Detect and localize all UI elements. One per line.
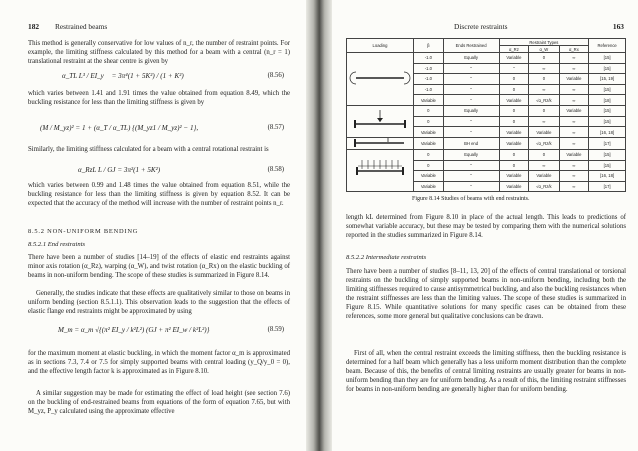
- right-running-head: [454, 22, 624, 31]
- table-row: Variable " Variable Variable ∞ [16, 18]: [347, 127, 626, 138]
- single-end-restrained-beam-diagram: [348, 138, 412, 148]
- left-page: [0, 0, 306, 451]
- left-para-1: This method is generally conservative for low values of n_r, the number of restraint points. For example, the limiting stiffness calculated by this method for a beam with a central (n_r = 1) translational restraint at the shear centre is given by: [28, 40, 290, 65]
- table-header-reference: Reference: [589, 39, 626, 53]
- left-para-5: There have been a number of studies [14–19] of the effects of elastic end restraints against minor axis rotation (α_Rz), warping (α_W), and twist rotation (α_Rx) on the elastic buckling of beams in non-uniform bending. The scope of these studies is summarized in Figure 8.14.: [28, 254, 290, 279]
- table-header-alpha-w: α_W: [529, 46, 559, 53]
- table-header-beta: β: [414, 39, 444, 53]
- table-row: Variable " Variable √α_Rz/k ∞ [17]: [347, 181, 626, 192]
- left-running-title: Restrained beams: [54, 22, 108, 31]
- loading-diagram-distributed-load: [347, 149, 414, 191]
- end-moment-beam-diagram: [348, 54, 412, 102]
- table-header-alpha-rx: α_Rx: [559, 46, 589, 53]
- loading-diagram-central-load: [347, 105, 414, 137]
- equation-8-56: α_TL L³ / EI_y = 3π⁴(1 + 5K²) / (1 + K²): [62, 72, 184, 80]
- table-row: 0 " 0 ∞ ∞ [15]: [347, 116, 626, 127]
- equation-8-58: α_RzL L / GJ = 3π²(1 + 5K²): [78, 166, 161, 174]
- table-row: 0 " 0 ∞ ∞ [15]: [347, 160, 626, 171]
- distributed-load-beam-diagram: [348, 150, 412, 190]
- right-page: [332, 0, 638, 451]
- table-header-loading: Loading: [347, 39, 414, 53]
- central-load-beam-diagram: [348, 106, 412, 136]
- equation-8-57: (M / M_yz)² = 1 + (α_T / α_TL) {(M_yz1 / M_yz)² − 1},: [40, 124, 199, 132]
- equation-number-8-57: (8.57): [267, 124, 284, 131]
- subsection-heading-8-5-2-1: 8.5.2.1 End restraints: [28, 241, 86, 248]
- left-running-head: [28, 22, 107, 31]
- subsection-heading-8-5-2-2: 8.5.2.2 Intermediate restraints: [346, 254, 427, 261]
- left-para-7: for the maximum moment at elastic buckling, in which the moment factor α_m is approximated as in sections 7.3, 7.4 or 7.5 for simply supported beams with central loading (y_Q/y_0 = 0), and the effective length factor k is approximated as in Figure 8.10.: [28, 350, 290, 375]
- right-para-1: length kL determined from Figure 8.10 in place of the actual length. This leads to predictions of somewhat variable accuracy, but these may be tested by comparing them with the numerical solutions reported in the studies summarized in Figure 8.14.: [346, 214, 626, 239]
- left-para-8: A similar suggestion may be made for estimating the effect of load height (see section 7.6) on the buckling of end-restrained beams from equations of the form of equation 7.65, but with M_yz, P_y calculated using the approximate effective: [28, 390, 290, 415]
- loading-diagram-end-moments: [347, 53, 414, 106]
- end-restraint-studies-table: [346, 38, 626, 192]
- table-row: Variable " Variable Variable ∞ [16, 18]: [347, 171, 626, 182]
- equation-number-8-59: (8.59): [267, 326, 284, 333]
- table-row: -1.0 " 0 ∞ ∞ [15]: [347, 84, 626, 95]
- book-gutter: [306, 0, 332, 451]
- table-header-restraint-types: Restraint Types: [499, 39, 589, 46]
- right-running-title: Discrete restraints: [454, 22, 508, 31]
- left-page-number: 182: [28, 22, 40, 31]
- table-super-header-row: [347, 39, 626, 46]
- equation-number-8-58: (8.58): [267, 166, 284, 173]
- table-row: Variable " Variable √α_Rz/k ∞ [18]: [347, 95, 626, 106]
- left-para-6: Generally, the studies indicate that these effects are qualitatively similar to those on beams in uniform bending (section 8.5.1.1). This observation leads to the suggestion that the effects of elastic flange end restraints might be approximated by using: [28, 290, 290, 315]
- section-heading-8-5-2: 8.5.2 NON-UNIFORM BENDING: [28, 228, 139, 235]
- table-header-alpha-rz: α_Rz: [499, 46, 529, 53]
- loading-diagram-single-end-restrained: [347, 137, 414, 149]
- table-row: -1.0 Equally Variable 0 ∞ [15]: [347, 53, 626, 64]
- table-row: -1.0 " 0 0 Variable [15, 19]: [347, 74, 626, 85]
- right-page-number: 163: [612, 22, 624, 31]
- table-row: -1.0 " " ∞ ∞ [15]: [347, 63, 626, 74]
- right-para-3: First of all, when the central restraint exceeds the limiting stiffness, then the buckling resistance is determined for a half beam which generally has a less uniform moment distribution than the complete beam. Because of this, the benefits of central limiting restraints are usually greater for beams in non-uniform bending than they are for uniform bending. As a result of this, the limiting restraint stiffnesses for beams in non-uniform bending are generally higher than for uniform bending.: [346, 350, 626, 393]
- equation-number-8-56: (8.56): [267, 72, 284, 79]
- left-para-2: which varies between 1.41 and 1.91 times the value obtained from equation 8.49, which the buckling resistance for less than the limiting stiffness is given by: [28, 90, 290, 106]
- table-row: 0 Equally 0 0 Variable [15]: [347, 105, 626, 116]
- figure-caption: Figure 8.14 Studies of beams with end restraints.: [412, 196, 530, 202]
- table-header-ends: Ends Restrained: [443, 39, 499, 53]
- table-row: Variable BH end Variable √α_Rz/k ∞ [17]: [347, 137, 626, 149]
- right-para-2: There have been a number of studies [8–11, 13, 20] of the effects of central translational or torsional restraints on the buckling of simply supported beams in non-uniform bending, including both the limiting stiffnesses required to cause antisymmetrical buckling, and also the buckling resistances when the restraint stiffnesses are less than the limiting values. The scope of these studies is summarized in Figure 8.15. While quantitative solutions for many specific cases can be obtained from these references, some more general but qualitative conclusions can be drawn.: [346, 268, 626, 320]
- table-row: 0 Equally 0 0 Variable [15]: [347, 149, 626, 160]
- left-para-4: which varies between 0.99 and 1.48 times the value obtained from equation 8.51, while the buckling resistance for less than the limiting stiffness is given by equation 8.52. It can be expected that the accuracy of the method will increase with the number of restraint points n_r.: [28, 182, 290, 207]
- equation-8-59: M_m = α_m √{(π² EI_y / k²L²) (GJ + π² EI_w / k²L²)}: [58, 326, 210, 334]
- left-para-3: Similarly, the limiting stiffness calculated for a beam with a central rotational restraint is: [28, 146, 269, 153]
